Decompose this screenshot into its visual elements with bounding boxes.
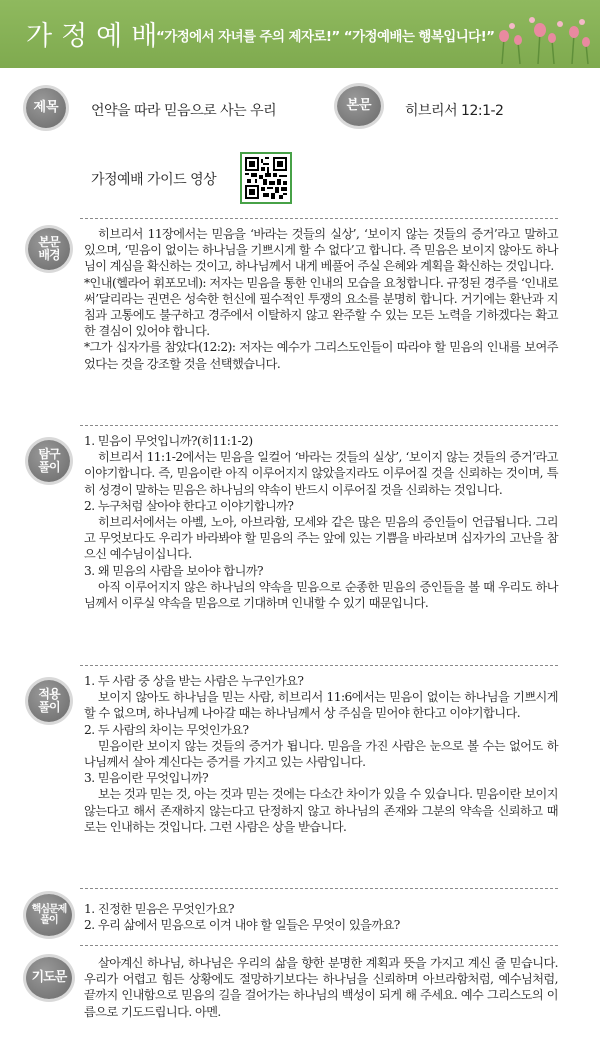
- question: 1. 진정한 믿음은 무엇인가요?: [84, 902, 234, 916]
- divider: [80, 665, 558, 666]
- page-title: 가정예배: [26, 21, 167, 52]
- divider: [80, 945, 558, 946]
- answer: 보이지 않아도 하나님을 믿는 사람, 히브리서 11:6에서는 믿음이 없이는 하나님을 기쁘시게 할 수 없으며, 하나님께 나아갈 때는 하나님께서 상 주심을 믿어야 한다고 이야기합니다.: [84, 690, 558, 721]
- question: 1. 믿음이 무엇입니까?(히11:1-2): [84, 434, 253, 448]
- scripture-reference: 히브리서 12:1-2: [405, 103, 504, 119]
- answer: 아직 이루어지지 않은 하나님의 약속을 믿음으로 순종한 믿음의 증인들을 볼 때 우리도 하나님께서 이루실 약속을 믿음으로 기대하며 인내할 수 있기 때문입니다.: [84, 579, 558, 611]
- answer: 히브리서에서는 아벨, 노아, 아브라함, 모세와 같은 많은 믿음의 증인들이 언급됩니다. 그리고 무엇보다도 우리가 바라봐야 할 믿음의 주는 앞에 있는 기쁨을 바라보며 십자가의 고난을 참으신 예수님이십니다.: [84, 515, 558, 562]
- background-badge: 본문 배경: [28, 228, 70, 270]
- apply-text: [84, 673, 558, 835]
- prayer-badge: 기도문: [26, 957, 72, 999]
- question: 2. 우리 삶에서 믿음으로 이겨 내야 할 일들은 무엇이 있을까요?: [84, 918, 400, 933]
- question: 3. 왜 믿음의 사람을 보아야 합니까?: [84, 563, 264, 578]
- sermon-title: 언약을 따라 믿음으로 사는 우리: [91, 103, 277, 119]
- study-badge: 탐구 풀이: [28, 440, 70, 482]
- question: 2. 누구처럼 살아야 한다고 이야기합니까?: [84, 498, 294, 513]
- paragraph: 히브리서 11장에서는 믿음을 ‘바라는 것들의 실상’, ‘보이지 않는 것들의 증거’라고 말하고 있으며, ‘믿음이 없이는 하나님을 기쁘시게 할 수 없다’고 합니다. 즉 믿음은 보이지 않아도 하나님이 계심을 확신하는 것이고, 하나님께서 내게 베풀어 주실 은혜와 계획을 확신하는 것입니다.: [84, 227, 558, 274]
- divider: [80, 888, 558, 889]
- title-badge: 제목: [26, 88, 66, 128]
- question: 3. 믿음이란 무엇입니까?: [84, 771, 209, 786]
- paragraph: *그가 십자가를 참았다(12:2): 저자는 예수가 그리스도인들이 따라야 할 믿음의 인내를 보여주었다는 것을 강조할 것을 선택했습니다.: [84, 340, 558, 371]
- header-slogan: “가정에서 자녀를 주의 제자로!” “가정예배는 행복입니다!”: [156, 29, 495, 45]
- answer: 보는 것과 믿는 것, 아는 것과 믿는 것에는 다소간 차이가 있을 수 있습니다. 믿음이란 보이지 않는다고 해서 존재하지 않는다고 단정하지 않고 하나님의 존재와 그분의 약속을 신뢰하고 때로는 인내하는 것입니다. 그런 사람은 상을 받습니다.: [84, 787, 558, 834]
- prayer-text: [84, 955, 558, 1020]
- tulip-decoration-icon: [488, 6, 600, 66]
- answer: 믿음이란 보이지 않는 것들의 증거가 됩니다. 믿음을 가진 사람은 눈으로 볼 수는 없어도 하나님께서 살아 계신다는 증거를 가지고 있는 사람입니다.: [84, 738, 558, 770]
- paragraph: *인내(헬라어 휘포모네): 저자는 믿음을 통한 인내의 모습을 요청합니다. 규정된 경주를 ‘인내로써’달리라는 권면은 성숙한 헌신에 필수적인 투쟁의 요소를 분명히 합니다. 거기에는 환난과 지침과 고통에도 불구하고 경주에서 이탈하지 않고 완주할 수 있는 모든 노력을 기하겠다는 확고한 결심이 있어야 합니다.: [84, 275, 558, 339]
- question: 2. 두 사람의 차이는 무엇인가요?: [84, 722, 249, 737]
- header-banner: [0, 0, 600, 68]
- core-question-badge: 핵심문제 풀이: [26, 894, 72, 936]
- divider: [80, 218, 558, 219]
- scripture-badge: 본문: [337, 86, 381, 126]
- study-text: [84, 433, 558, 611]
- qr-code-icon: [245, 157, 287, 199]
- qr-code[interactable]: [240, 152, 292, 204]
- core-question-text: [84, 901, 558, 933]
- question: 1. 두 사람 중 상을 받는 사람은 누구인가요?: [84, 674, 304, 688]
- answer: 히브리서 11:1-2에서는 믿음을 일컬어 ‘바라는 것들의 실상’, ‘보이지 않는 것들의 증거’라고 이야기합니다. 즉, 믿음이란 아직 이루어지지 않았을지라도 이루어질 것을 신뢰하는 것이며, 특히 성경이 말하는 믿음은 하나님의 약속이 반드시 이루어질 것을 신뢰하는 것입니다.: [84, 450, 558, 497]
- video-guide-label: 가정예배 가이드 영상: [91, 172, 217, 188]
- apply-badge: 적용 풀이: [28, 680, 70, 722]
- background-text: [84, 226, 558, 372]
- divider: [80, 425, 558, 426]
- paragraph: 살아계신 하나님, 하나님은 우리의 삶을 향한 분명한 계획과 뜻을 가지고 계신 줄 믿습니다. 우리가 어렵고 힘든 상황에도 절망하기보다는 하나님을 신뢰하며 아브라함처럼, 예수님처럼, 끝까지 인내함으로 믿음의 길을 걸어가는 하나님의 백성이 되게 해 주세요. 예수 그리스도의 이름으로 기도드립니다. 아멘.: [84, 956, 558, 1019]
